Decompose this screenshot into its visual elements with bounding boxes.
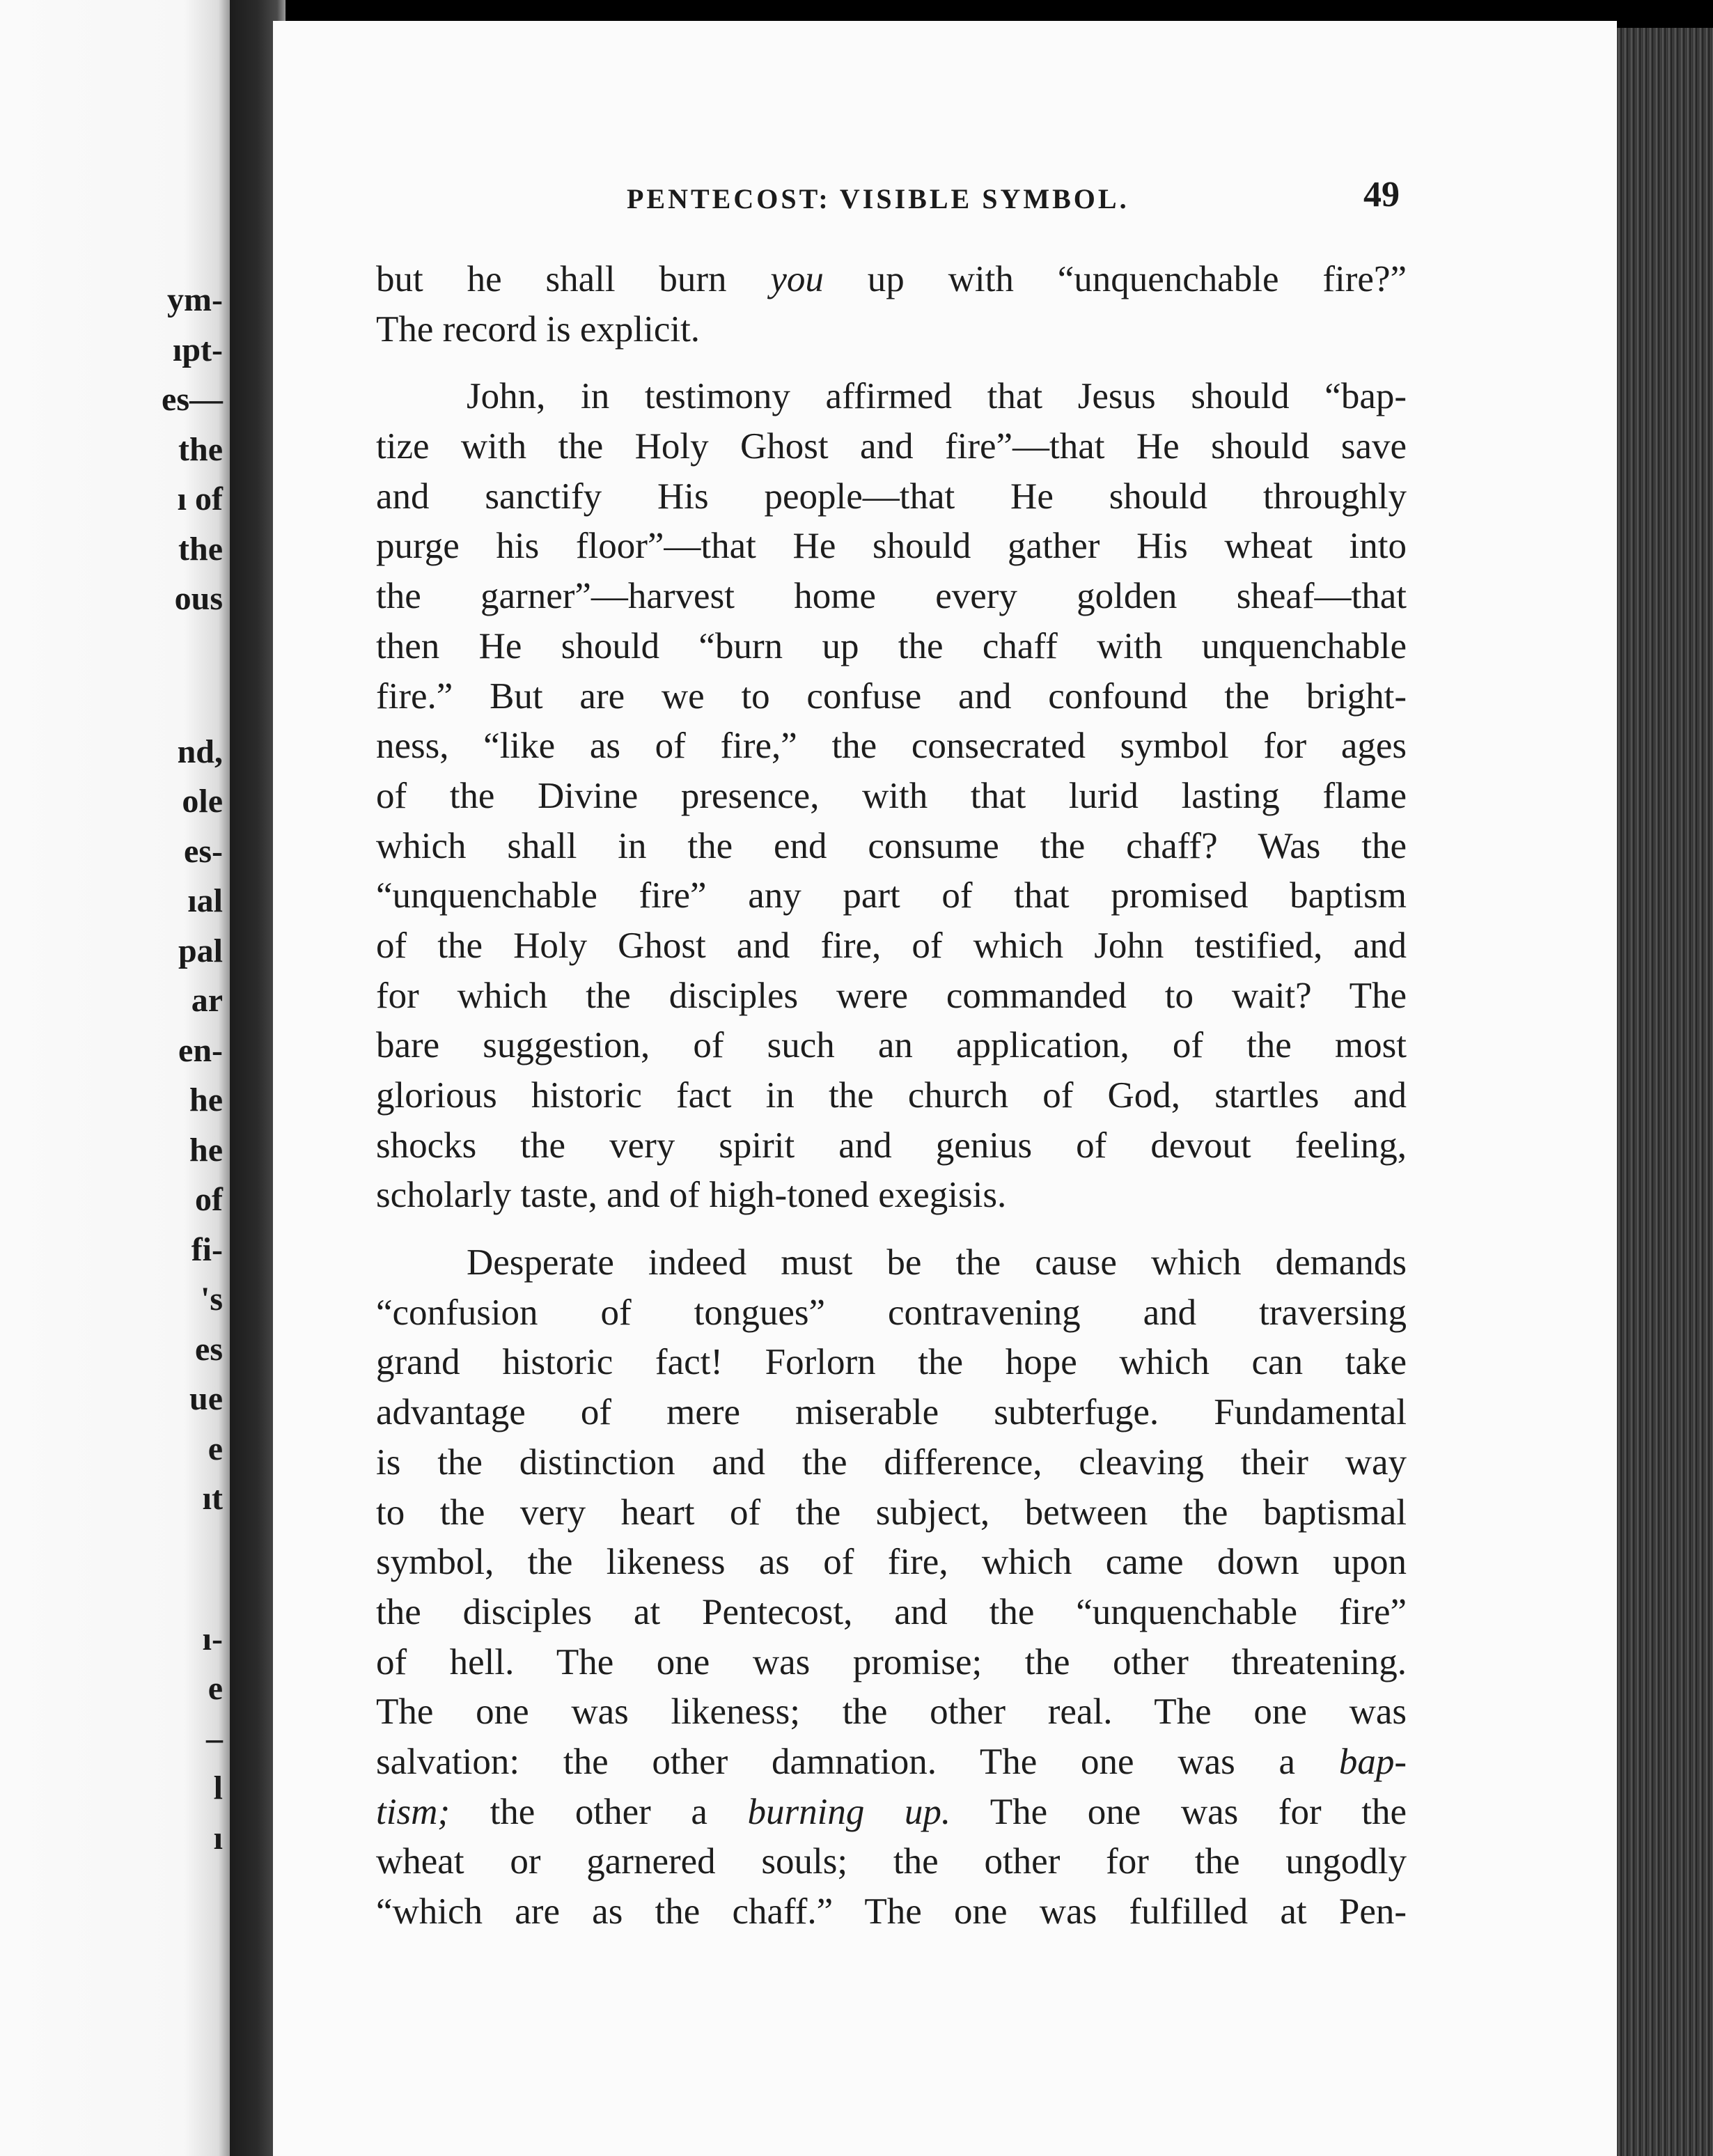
running-head: PENTECOST: VISIBLE SYMBOL. [627,183,1129,214]
text-line: and sanctify His people—that He should throughly [376,476,1407,517]
text-line: then He should “burn up the chaff with unquenchable [376,625,1407,666]
left-page-fragment: ı [213,1819,223,1857]
left-page-fragment: en- [178,1031,223,1069]
left-page-fragment: of [195,1181,223,1218]
page-number: 49 [1363,175,1400,214]
text-line: tism; the other a burning up. The one was for the [376,1791,1407,1832]
left-page-fragment: ar [191,982,223,1019]
text-line: for which the disciples were commanded to wait? The [376,975,1407,1016]
page-block-edges [1617,28,1713,2156]
left-page-fragment: the [178,430,223,468]
left-page-fragment: ıt [202,1480,223,1517]
italic-text: burning up. [747,1791,951,1832]
text-line: shocks the very spirit and genius of devout feeling, [376,1125,1407,1166]
left-page-fragment: ı- [202,1620,223,1657]
left-page-fragment: nd, [177,733,223,770]
left-page-text-fragments [0,275,223,1863]
left-page-fragment: fi- [191,1231,223,1268]
text-line: grand historic fact! Forlorn the hope which can take [376,1342,1407,1383]
text-line: of hell. The one was promise; the other threatening. [376,1641,1407,1682]
text-line: but he shall burn you up with “unquenchable fire?” [376,259,1407,299]
text-line: is the distinction and the difference, cleaving their way [376,1442,1407,1483]
text-line: “confusion of tongues” contravening and traversing [376,1292,1407,1333]
text-line: of the Holy Ghost and fire, of which John testified, and [376,925,1407,966]
left-page-fragment: pal [178,932,223,969]
left-page-fragment: – [206,1719,223,1757]
left-page-fragment: es- [184,832,223,870]
text-line: The record is explicit. [376,308,701,350]
text-line: “which are as the chaff.” The one was fulfilled at Pen- [376,1891,1407,1932]
text-line: of the Divine presence, with that lurid lasting flame [376,775,1407,816]
text-line: which shall in the end consume the chaff? Was the [376,825,1407,866]
text-line: purge his floor”—that He should gather His wheat into [376,526,1407,567]
text-line: scholarly taste, and of high-toned exegisis. [376,1175,1007,1216]
text-line: symbol, the likeness as of fire, which came down upon [376,1542,1407,1583]
left-page-fragment: ole [182,783,223,820]
text-line: wheat or garnered souls; the other for the ungodly [376,1841,1407,1882]
left-page-fragment: es— [162,381,223,418]
left-page-fragment: es [195,1330,223,1368]
left-facing-page [0,0,230,2156]
text-line: to the very heart of the subject, between the baptismal [376,1492,1407,1533]
text-line: ness, “like as of fire,” the consecrated symbol for ages [376,726,1407,767]
text-line: advantage of mere miserable subterfuge. Fundamental [376,1392,1407,1433]
body-text [376,255,1407,1937]
text-line: John, in testimony affirmed that Jesus should “bap- [467,376,1407,417]
left-page-fragment: ous [174,580,223,617]
text-line: the disciples at Pentecost, and the “unquenchable fire” [376,1591,1407,1632]
left-page-fragment: e [208,1670,223,1707]
left-page-fragment: ue [189,1380,223,1417]
text-line: bare suggestion, of such an application, of the most [376,1025,1407,1066]
text-line: glorious historic fact in the church of God, startles and [376,1075,1407,1116]
left-page-fragment: l [213,1770,223,1806]
italic-text: tism; [376,1791,450,1832]
text-line: the garner”—harvest home every golden sheaf—that [376,576,1407,617]
left-page-fragment: ıpt- [173,331,223,368]
left-page-fragment: 's [200,1281,223,1318]
left-page-fragment: ym- [167,281,223,318]
left-page-fragment: e [208,1430,223,1467]
left-page-fragment: ı of [177,481,223,517]
italic-text: you [770,259,824,299]
left-page-fragment: the [178,530,223,568]
text-line: “unquenchable fire” any part of that promised baptism [376,875,1407,916]
text-line: tize with the Holy Ghost and fire”—that He should save [376,426,1407,467]
left-page-fragment: he [189,1081,223,1118]
left-page-fragment: ıal [187,882,223,919]
text-line: fire.” But are we to confuse and confound the bright- [376,675,1407,717]
text-line: The one was likeness; the other real. The one was [376,1692,1407,1733]
left-page-fragment: he [189,1131,223,1169]
text-line: salvation: the other damnation. The one was a bap- [376,1741,1407,1782]
italic-text: bap- [1338,1741,1407,1782]
text-line: Desperate indeed must be the cause which demands [467,1242,1407,1283]
